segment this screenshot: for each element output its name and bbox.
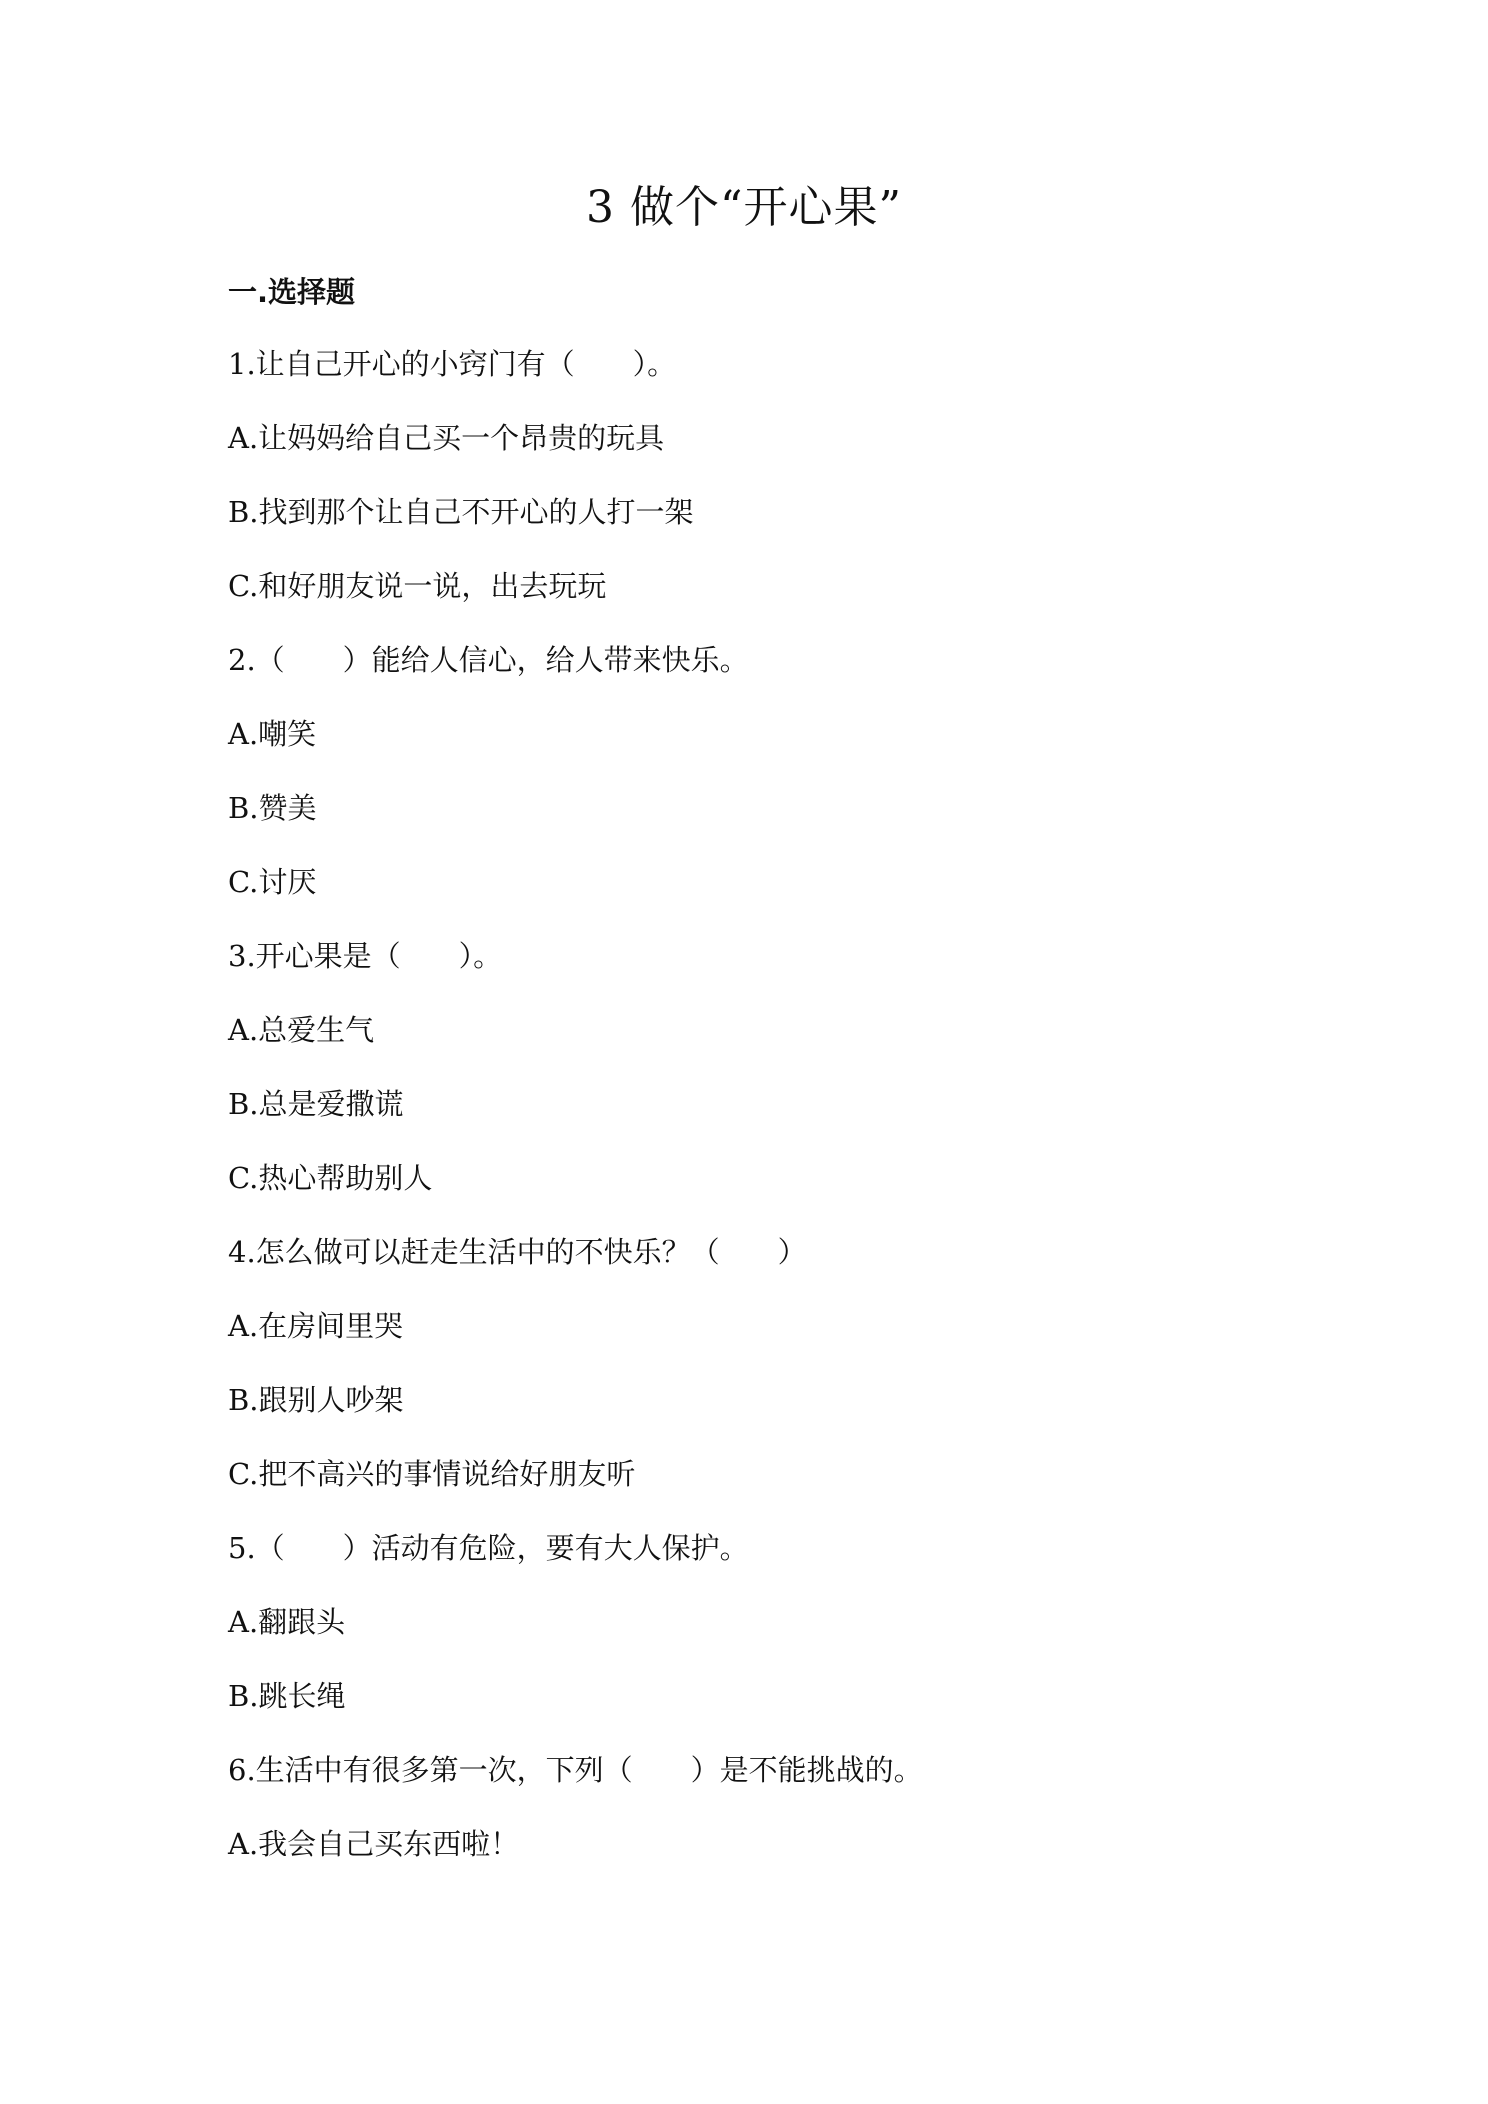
question-2-option-c: C.讨厌: [228, 865, 317, 899]
question-4-option-c: C.把不高兴的事情说给好朋友听: [228, 1457, 636, 1491]
question-3-option-b: B.总是爱撒谎: [228, 1087, 404, 1121]
question-5: 5.（ ）活动有危险，要有大人保护。: [228, 1531, 749, 1565]
question-1: 1.让自己开心的小窍门有（ ）。: [228, 347, 677, 381]
question-2-option-a: A.嘲笑: [228, 717, 317, 751]
question-5-option-b: B.跳长绳: [228, 1679, 346, 1713]
question-2-option-b: B.赞美: [228, 791, 317, 825]
question-5-option-a: A.翻跟头: [228, 1605, 346, 1639]
question-3-option-a: A.总爱生气: [228, 1013, 375, 1047]
question-6-option-a: A.我会自己买东西啦！: [228, 1827, 520, 1861]
question-1-option-c: C.和好朋友说一说，出去玩玩: [228, 569, 607, 603]
question-1-option-b: B.找到那个让自己不开心的人打一架: [228, 495, 694, 529]
document-title: 3 做个“开心果”: [586, 182, 902, 233]
question-3: 3.开心果是（ ）。: [228, 939, 503, 973]
question-1-option-a: A.让妈妈给自己买一个昂贵的玩具: [228, 421, 665, 455]
question-6: 6.生活中有很多第一次，下列（ ）是不能挑战的。: [228, 1753, 923, 1787]
section-heading: 一.选择题: [228, 275, 356, 309]
question-4-option-b: B.跟别人吵架: [228, 1383, 404, 1417]
question-4: 4.怎么做可以赶走生活中的不快乐？（ ）: [228, 1235, 807, 1269]
question-2: 2.（ ）能给人信心，给人带来快乐。: [228, 643, 749, 677]
question-3-option-c: C.热心帮助别人: [228, 1161, 433, 1195]
question-4-option-a: A.在房间里哭: [228, 1309, 404, 1343]
